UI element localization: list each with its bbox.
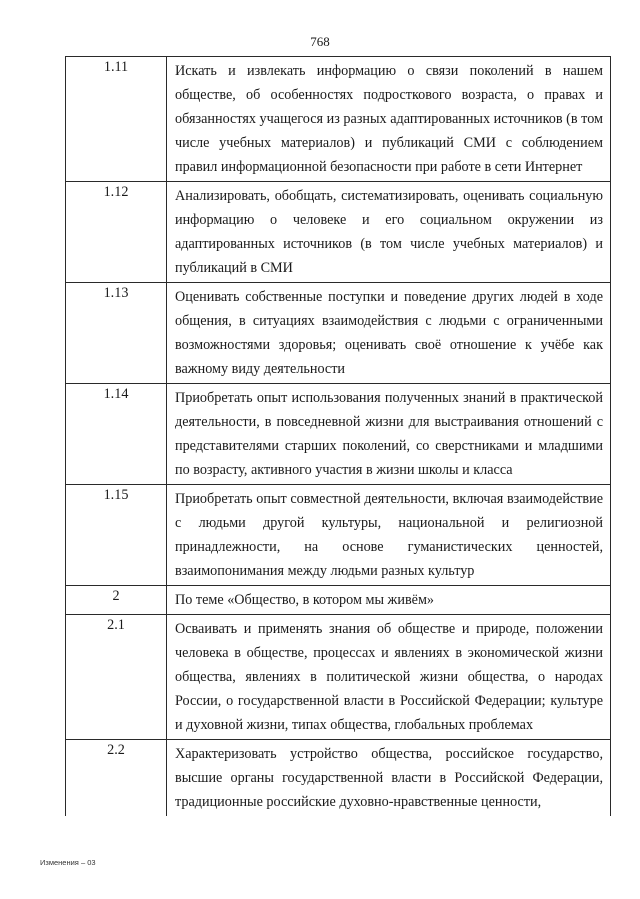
row-number: 1.14 [66,384,167,485]
table-row [66,740,611,817]
row-text: Искать и извлекать информацию о связи поколений в нашем обществе, об особенностях подросткового возраста, о правах и обязанностях учащегося из разных адаптированных источников (в том числе учебных материалов) и публикаций СМИ с соблюдением правил информационной безопасности при работе в сети Интернет [167,57,611,182]
row-text: Оценивать собственные поступки и поведение других людей в ходе общения, в ситуациях взаимодействия с людьми с ограниченными возможностями здоровья; оценивать своё отношение к учёбе как важному виду деятельности [167,283,611,384]
table-row [66,57,611,182]
row-number: 1.13 [66,283,167,384]
section-number: 2 [66,586,167,615]
row-number: 1.11 [66,57,167,182]
page-number: 768 [310,34,330,49]
row-text: Приобретать опыт использования полученных знаний в практической деятельности, в повседневной жизни для выстраивания отношений с представителями старших поколений, со сверстниками и младшими по возрасту, активного участия в жизни школы и класса [167,384,611,485]
table-row [66,615,611,740]
row-number: 1.12 [66,182,167,283]
row-number: 2.1 [66,615,167,740]
table-row [66,384,611,485]
row-number: 2.2 [66,740,167,817]
row-number: 1.15 [66,485,167,586]
section-heading-row [66,586,611,615]
competency-table [65,56,611,816]
table-row [66,283,611,384]
table-row [66,182,611,283]
row-text: Осваивать и применять знания об обществе и природе, положении человека в обществе, процессах и явлениях в экономической жизни общества, явлениях в политической жизни общества, о народах России, о государственной власти в Российской Федерации; культуре и духовной жизни, типах общества, глобальных проблемах [167,615,611,740]
section-title: По теме «Общество, в котором мы живём» [167,586,611,615]
row-text: Приобретать опыт совместной деятельности, включая взаимодействие с людьми другой культуры, национальной и религиозной принадлежности, на основе гуманистических ценностей, взаимопонимания между людьми разных культур [167,485,611,586]
table-row [66,485,611,586]
row-text: Анализировать, обобщать, систематизировать, оценивать социальную информацию о человеке и его социальном окружении из адаптированных источников (в том числе учебных материалов) и публикаций в СМИ [167,182,611,283]
revision-note: Изменения – 03 [40,858,96,867]
row-text: Характеризовать устройство общества, российское государство, высшие органы государственной власти в Российской Федерации, традиционные российские духовно-нравственные ценности, [167,740,611,817]
